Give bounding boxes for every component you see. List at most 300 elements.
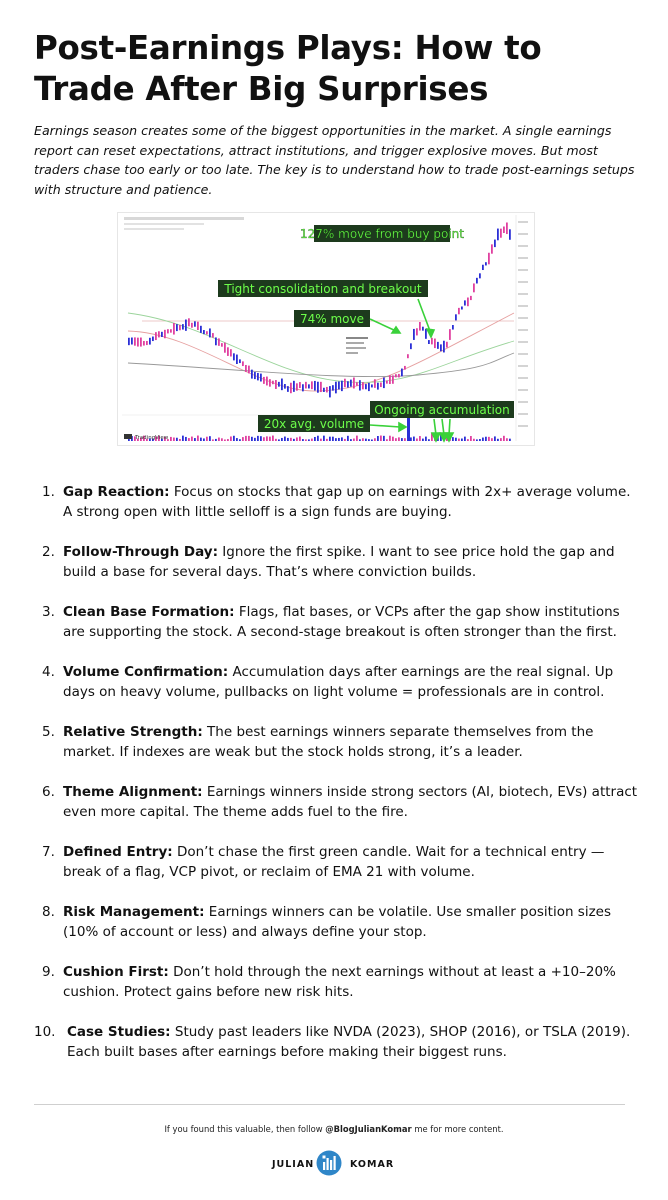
brand-last-name: KOMAR bbox=[350, 1159, 395, 1170]
price-candle bbox=[179, 325, 181, 330]
price-candle bbox=[137, 338, 139, 347]
volume-bar bbox=[497, 439, 499, 441]
item-body: Don’t chase the first green candle. Wait for a technical entry — break of a flag, VCP pivot, or reclaim of EMA 21 with volume. bbox=[63, 844, 605, 880]
price-candle bbox=[254, 372, 256, 379]
volume-bar bbox=[350, 439, 352, 441]
price-candle bbox=[386, 380, 388, 383]
volume-bar bbox=[452, 437, 454, 441]
arrow-20x-volume bbox=[370, 425, 400, 427]
price-candle bbox=[167, 329, 169, 333]
item-text bbox=[63, 542, 639, 582]
annotation-127-move-text: 127% move from buy point bbox=[300, 227, 464, 241]
footer-text-after: me for more content. bbox=[411, 1124, 504, 1134]
item-text bbox=[67, 1022, 639, 1062]
volume-bar bbox=[293, 439, 295, 441]
item-number: 3. bbox=[42, 604, 55, 620]
volume-bar bbox=[335, 438, 337, 441]
volume-bar bbox=[323, 436, 325, 441]
price-candle bbox=[290, 383, 292, 393]
price-candle bbox=[203, 330, 205, 334]
volume-bar bbox=[482, 438, 484, 441]
annotation-consolidation-text: Tight consolidation and breakout bbox=[224, 282, 422, 296]
volume-bar bbox=[380, 436, 382, 441]
item-label: Theme Alignment: bbox=[63, 784, 203, 800]
price-axis-tick bbox=[518, 329, 528, 331]
price-candle bbox=[332, 385, 334, 390]
volume-bar bbox=[233, 436, 235, 441]
price-candle bbox=[425, 329, 427, 339]
price-candle bbox=[335, 382, 337, 394]
item-label: Gap Reaction: bbox=[63, 484, 170, 500]
volume-bar bbox=[236, 438, 238, 441]
volume-bar bbox=[401, 438, 403, 441]
volume-bar bbox=[263, 437, 265, 441]
price-candle bbox=[152, 337, 154, 342]
item-label: Relative Strength: bbox=[63, 724, 203, 740]
item-number: 8. bbox=[42, 904, 55, 920]
price-candle bbox=[269, 379, 271, 387]
volume-bar bbox=[218, 438, 220, 441]
price-candle bbox=[356, 382, 358, 385]
price-axis-tick bbox=[518, 257, 528, 259]
price-candle bbox=[509, 229, 511, 239]
price-candle bbox=[194, 321, 196, 326]
chart-legend-line bbox=[346, 337, 368, 339]
price-candle bbox=[266, 377, 268, 386]
item-number: 7. bbox=[42, 844, 55, 860]
volume-bar bbox=[272, 436, 274, 441]
annotation-20x-volume bbox=[258, 415, 370, 432]
volume-bar bbox=[506, 438, 508, 441]
price-candle bbox=[257, 373, 259, 380]
item-number: 10. bbox=[34, 1024, 56, 1040]
chart-header-line bbox=[124, 228, 184, 230]
price-candle bbox=[311, 381, 313, 389]
brand-lockup bbox=[0, 1148, 668, 1180]
item-number: 4. bbox=[42, 664, 55, 680]
price-candle bbox=[305, 382, 307, 389]
volume-bar bbox=[221, 438, 223, 441]
item-number: 6. bbox=[42, 784, 55, 800]
price-candle bbox=[281, 379, 283, 391]
price-candle bbox=[434, 339, 436, 349]
price-candle bbox=[278, 382, 280, 387]
volume-bar bbox=[416, 438, 418, 441]
price-candle bbox=[182, 324, 184, 329]
price-axis-tick bbox=[518, 317, 528, 319]
volume-bar bbox=[278, 439, 280, 441]
tradingview-watermark bbox=[124, 434, 169, 441]
chart-legend-line bbox=[346, 352, 358, 354]
price-candle bbox=[338, 381, 340, 389]
footer-cta bbox=[0, 1124, 668, 1134]
annotation-74-move-text: 74% move bbox=[299, 312, 365, 326]
item-label: Volume Confirmation: bbox=[63, 664, 229, 680]
item-text bbox=[63, 782, 639, 822]
volume-bar bbox=[365, 439, 367, 441]
price-candle bbox=[212, 333, 214, 338]
volume-bar bbox=[479, 439, 481, 441]
volume-bar bbox=[386, 439, 388, 441]
volume-bar bbox=[227, 439, 229, 441]
item-number: 9. bbox=[42, 964, 55, 980]
price-candle bbox=[221, 343, 223, 347]
volume-bar bbox=[383, 436, 385, 441]
item-body: The best earnings winners separate themselves from the market. If indexes are weak but the stock holds strong, it’s a leader. bbox=[63, 724, 594, 760]
price-candle bbox=[440, 344, 442, 351]
price-candle bbox=[224, 343, 226, 353]
price-candle bbox=[494, 240, 496, 248]
price-candle bbox=[215, 337, 217, 345]
item-body: Don’t hold through the next earnings without at least a +10–20% cushion. Protect gains before new risk hits. bbox=[63, 964, 616, 1000]
item-label: Cushion First: bbox=[63, 964, 169, 980]
volume-bar bbox=[239, 439, 241, 441]
price-candle bbox=[368, 383, 370, 391]
price-candle bbox=[416, 328, 418, 335]
price-candle bbox=[236, 355, 238, 364]
volume-bar bbox=[287, 438, 289, 441]
volume-bar bbox=[392, 437, 394, 441]
volume-bar bbox=[413, 437, 415, 441]
price-axis-tick bbox=[518, 377, 528, 379]
price-axis-tick bbox=[518, 401, 528, 403]
price-candle bbox=[320, 382, 322, 392]
price-candle bbox=[188, 318, 190, 326]
item-body: Earnings winners can be volatile. Use smaller position sizes (10% of account or less) and always define your stop. bbox=[63, 904, 612, 940]
volume-bar bbox=[398, 437, 400, 441]
volume-bar bbox=[302, 439, 304, 441]
price-candle bbox=[299, 382, 301, 388]
volume-bar bbox=[290, 438, 292, 441]
chart-header-line bbox=[124, 223, 204, 225]
volume-bar bbox=[356, 436, 358, 441]
item-text bbox=[63, 842, 639, 882]
volume-bar bbox=[419, 436, 421, 441]
volume-bar bbox=[425, 437, 427, 441]
item-body: Earnings winners inside strong sectors (AI, biotech, EVs) attract even more capital. The theme adds fuel to the fire. bbox=[63, 784, 638, 820]
price-candle bbox=[128, 338, 130, 345]
price-candle bbox=[374, 379, 376, 388]
price-candle bbox=[419, 322, 421, 331]
price-candle bbox=[218, 338, 220, 345]
volume-bar bbox=[257, 436, 259, 441]
item-label: Follow-Through Day: bbox=[63, 544, 219, 560]
volume-bar bbox=[341, 437, 343, 441]
brand-first-name: JULIAN bbox=[272, 1159, 315, 1170]
volume-bar bbox=[485, 437, 487, 441]
price-candle bbox=[431, 338, 433, 345]
price-candle bbox=[353, 377, 355, 388]
volume-bar bbox=[224, 439, 226, 441]
item-text bbox=[63, 722, 639, 762]
price-candle bbox=[350, 380, 352, 387]
price-candle bbox=[410, 343, 412, 349]
price-candle bbox=[245, 365, 247, 372]
price-candle bbox=[365, 384, 367, 389]
price-candle bbox=[458, 308, 460, 314]
price-candle bbox=[422, 327, 424, 331]
volume-bar bbox=[308, 439, 310, 441]
price-candle bbox=[395, 374, 397, 377]
price-candle bbox=[275, 380, 277, 389]
price-candle bbox=[341, 381, 343, 391]
volume-bar bbox=[230, 436, 232, 441]
price-candle bbox=[491, 244, 493, 253]
price-axis-tick bbox=[518, 353, 528, 355]
price-candle bbox=[449, 329, 451, 340]
item-text bbox=[63, 482, 639, 522]
annotation-74-move bbox=[294, 310, 370, 327]
price-candle bbox=[239, 359, 241, 363]
annotation-accumulation bbox=[370, 401, 514, 418]
annotation-arrows bbox=[370, 299, 453, 441]
price-candle bbox=[344, 379, 346, 387]
price-candle bbox=[242, 361, 244, 366]
price-candle bbox=[143, 341, 145, 346]
volume-bar bbox=[179, 439, 181, 441]
price-candle bbox=[293, 381, 295, 392]
volume-bar bbox=[422, 439, 424, 441]
price-axis-tick bbox=[518, 269, 528, 271]
price-candle bbox=[146, 341, 148, 345]
price-candle bbox=[371, 384, 373, 387]
price-candle bbox=[170, 329, 172, 332]
volume-bar bbox=[395, 438, 397, 441]
price-candle bbox=[206, 331, 208, 334]
chart-header-line bbox=[124, 217, 244, 220]
volume-bar bbox=[182, 436, 184, 441]
price-candle bbox=[446, 342, 448, 348]
volume-bar bbox=[176, 438, 178, 441]
volume-bar bbox=[371, 439, 373, 441]
volume-bar bbox=[509, 439, 511, 441]
ma-line-200 bbox=[128, 353, 514, 377]
volume-bar bbox=[275, 439, 277, 441]
item-body: Ignore the first spike. I want to see price hold the gap and build a base for several days. That’s where conviction builds. bbox=[63, 544, 615, 580]
volume-bar bbox=[503, 436, 505, 441]
price-candle bbox=[140, 338, 142, 347]
price-axis-tick bbox=[518, 305, 528, 307]
volume-bar bbox=[464, 437, 466, 441]
price-candle bbox=[149, 338, 151, 345]
item-number: 1. bbox=[42, 484, 55, 500]
price-candle bbox=[248, 366, 250, 374]
price-candle bbox=[251, 370, 253, 379]
price-candle bbox=[161, 332, 163, 337]
volume-bar bbox=[389, 436, 391, 441]
price-candle bbox=[131, 338, 133, 345]
price-candle bbox=[392, 375, 394, 383]
price-candle bbox=[467, 298, 469, 307]
volume-bar bbox=[359, 439, 361, 441]
price-candle bbox=[500, 229, 502, 238]
volume-bar bbox=[197, 436, 199, 441]
annotation-127-move bbox=[300, 225, 464, 242]
volume-bar bbox=[260, 436, 262, 441]
price-candle bbox=[479, 273, 481, 278]
item-text bbox=[63, 662, 639, 702]
volume-bar bbox=[191, 437, 193, 441]
price-candle bbox=[317, 382, 319, 393]
price-candle bbox=[452, 325, 454, 330]
arrow-head bbox=[392, 327, 400, 333]
volume-bar bbox=[254, 438, 256, 441]
price-candle bbox=[209, 328, 211, 337]
price-candle bbox=[488, 253, 490, 265]
item-label: Clean Base Formation: bbox=[63, 604, 235, 620]
volume-bar bbox=[488, 437, 490, 441]
volume-bar bbox=[299, 437, 301, 441]
price-candle bbox=[443, 341, 445, 353]
volume-bar bbox=[326, 439, 328, 441]
volume-bar bbox=[473, 439, 475, 441]
price-candle bbox=[401, 369, 403, 377]
price-candle bbox=[389, 375, 391, 384]
volume-bar bbox=[212, 439, 214, 441]
volume-bar bbox=[194, 438, 196, 441]
volume-bar bbox=[500, 438, 502, 441]
volume-bar bbox=[458, 439, 460, 441]
volume-bar bbox=[410, 437, 412, 441]
author-handle[interactable]: @BlogJulianKomar bbox=[325, 1124, 412, 1134]
volume-bar bbox=[248, 436, 250, 441]
item-body: Study past leaders like NVDA (2023), SHOP (2016), or TSLA (2019). Each built bases after earnings before making their biggest runs. bbox=[67, 1024, 631, 1060]
chart-canvas bbox=[118, 213, 534, 445]
volume-bar bbox=[377, 436, 379, 441]
item-text bbox=[63, 602, 639, 642]
volume-bar bbox=[266, 436, 268, 441]
price-candle bbox=[383, 377, 385, 388]
price-candle bbox=[470, 296, 472, 300]
volume-bar bbox=[353, 439, 355, 441]
annotation-consolidation bbox=[218, 280, 428, 297]
price-candle bbox=[359, 380, 361, 390]
annotation-20x-volume-text: 20x avg. volume bbox=[263, 417, 365, 431]
price-candle bbox=[398, 374, 400, 378]
price-axis-tick bbox=[518, 389, 528, 391]
arrow-head bbox=[427, 329, 434, 337]
volume-bar bbox=[206, 437, 208, 441]
price-candle bbox=[497, 229, 499, 241]
volume-bar bbox=[200, 438, 202, 441]
price-candle bbox=[134, 337, 136, 345]
price-candle bbox=[347, 381, 349, 387]
price-candle bbox=[506, 222, 508, 234]
item-text bbox=[63, 902, 639, 942]
footer-divider bbox=[34, 1104, 625, 1105]
volume-bar bbox=[245, 436, 247, 441]
price-candle bbox=[233, 353, 235, 360]
tradingview-text: TradingView bbox=[135, 435, 169, 441]
volume-bar bbox=[491, 438, 493, 441]
price-candle bbox=[197, 322, 199, 330]
price-axis-tick bbox=[518, 233, 528, 235]
price-candle bbox=[428, 340, 430, 344]
price-candle bbox=[329, 386, 331, 397]
price-candle bbox=[323, 388, 325, 392]
price-candle bbox=[260, 374, 262, 382]
price-candle bbox=[404, 366, 406, 370]
volume-bar bbox=[476, 439, 478, 441]
price-candle bbox=[173, 323, 175, 335]
price-candle bbox=[380, 383, 382, 388]
price-candle bbox=[230, 349, 232, 356]
item-body: Focus on stocks that gap up on earnings with 2x+ average volume. A strong open with little selloff is a sign funds are buying. bbox=[63, 484, 631, 520]
volume-bar bbox=[281, 438, 283, 441]
volume-bar bbox=[404, 438, 406, 441]
price-candle bbox=[284, 384, 286, 389]
price-axis-tick bbox=[518, 425, 528, 427]
volume-bar bbox=[242, 437, 244, 441]
annotation-accumulation-text: Ongoing accumulation bbox=[374, 403, 510, 417]
volume-bar bbox=[251, 437, 253, 441]
price-candle bbox=[227, 347, 229, 356]
volume-bar bbox=[362, 438, 364, 441]
price-candle bbox=[191, 323, 193, 328]
intro-paragraph: Earnings season creates some of the biggest opportunities in the market. A single earnings report can reset expectations, attract institutions, and trigger explosive moves. But most traders chase too early or too late. The key is to understand how to trade post-earnings setups with structure and patience. bbox=[34, 123, 635, 197]
item-text bbox=[63, 962, 639, 1002]
volume-bar bbox=[314, 437, 316, 441]
price-candle bbox=[482, 265, 484, 270]
volume-bar bbox=[284, 437, 286, 441]
volume-bar bbox=[170, 437, 172, 441]
volume-bar bbox=[203, 438, 205, 441]
price-candle bbox=[155, 332, 157, 340]
price-axis-tick bbox=[518, 365, 528, 367]
volume-bar bbox=[185, 437, 187, 441]
item-number: 5. bbox=[42, 724, 55, 740]
price-candle bbox=[473, 283, 475, 292]
price-candle bbox=[308, 384, 310, 388]
brand-logo-icon bbox=[316, 1150, 342, 1176]
volume-bar bbox=[305, 439, 307, 441]
footer-text-before: If you found this valuable, then follow bbox=[164, 1124, 326, 1134]
price-candle bbox=[503, 226, 505, 232]
volume-bar bbox=[188, 438, 190, 441]
price-axis-tick bbox=[518, 221, 528, 223]
price-axis-tick bbox=[518, 281, 528, 283]
price-candle bbox=[185, 320, 187, 331]
volume-bar bbox=[374, 438, 376, 441]
price-axis-tick bbox=[518, 245, 528, 247]
price-candle bbox=[461, 306, 463, 309]
volume-bar bbox=[455, 438, 457, 441]
volume-bar bbox=[344, 439, 346, 441]
volume-bar bbox=[332, 437, 334, 441]
price-candle bbox=[464, 300, 466, 305]
price-candle bbox=[287, 386, 289, 392]
volume-bar bbox=[320, 439, 322, 441]
price-candle bbox=[302, 384, 304, 391]
price-candle bbox=[455, 314, 457, 320]
price-candle bbox=[296, 383, 298, 390]
volume-bar bbox=[338, 438, 340, 441]
price-candle bbox=[413, 329, 415, 340]
volume-bar bbox=[317, 436, 319, 441]
stock-chart bbox=[117, 212, 535, 446]
price-candle bbox=[437, 342, 439, 349]
page-title: Post-Earnings Plays: How to Trade After Big Surprises bbox=[34, 29, 542, 108]
item-body: Flags, flat bases, or VCPs after the gap show institutions are supporting the stock. A second-stage breakout is often stronger than the first. bbox=[63, 604, 620, 640]
item-label: Case Studies: bbox=[67, 1024, 171, 1040]
price-candle bbox=[158, 331, 160, 337]
volume-bar bbox=[461, 439, 463, 441]
item-number: 2. bbox=[42, 544, 55, 560]
price-axis-tick bbox=[518, 341, 528, 343]
volume-bar bbox=[215, 439, 217, 441]
chart-legend-line bbox=[346, 342, 364, 344]
volume-bar bbox=[269, 437, 271, 441]
